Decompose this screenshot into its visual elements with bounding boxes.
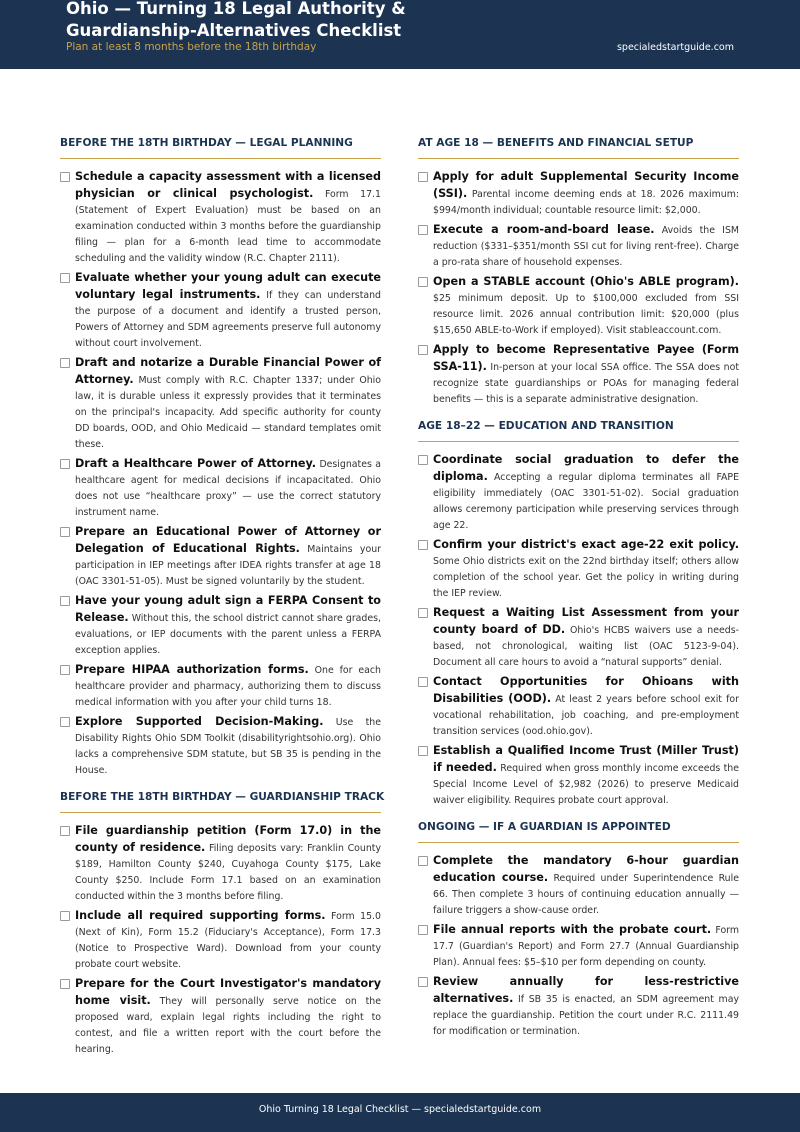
- checklist-item: [60, 524, 381, 590]
- checklist-item-lead: Have your young adult sign a FERPA Consent to Release.: [75, 594, 381, 624]
- checklist-item: [418, 222, 739, 271]
- section-title: BEFORE THE 18TH BIRTHDAY — GUARDIANSHIP TRACK: [60, 791, 381, 813]
- left-column: [60, 137, 385, 1061]
- footer-text: Ohio Turning 18 Legal Checklist — specialedstartguide.com: [258, 1104, 542, 1115]
- checkbox[interactable]: [60, 527, 70, 537]
- checklist-item-body: Without this, the school district cannot share grades, evaluations, or IEP documents with the parent unless a FERPA exception applies.: [75, 613, 382, 656]
- checklist-item-body: Form 15.0 (Next of Kin), Form 15.2 (Fiduciary's Acceptance), Form 17.3 (Notice to Prospective Ward). Download from your county probate court website.: [75, 911, 381, 970]
- checklist-item-text: [75, 823, 381, 905]
- checklist-item: [418, 605, 739, 671]
- checklist-item-body: Accepting a regular diploma terminates all FAPE eligibility immediately (OAC 3301-51-02). Social graduation allows ceremony participation while preserving services through age 22.: [433, 472, 740, 531]
- checklist-item-text: [433, 853, 739, 919]
- checklist-item: [418, 537, 739, 602]
- checklist-item-text: [433, 222, 739, 271]
- checkbox[interactable]: [418, 677, 428, 687]
- header-site-link[interactable]: specialedstartguide.com: [616, 42, 734, 53]
- checklist-item-body: Required when gross monthly income exceeds the Special Income Level of $2,982 (2026) to preserve Medicaid waiver eligibility. Requires probate court approval.: [433, 763, 740, 806]
- checkbox[interactable]: [60, 911, 70, 921]
- checklist-item-text: [433, 974, 739, 1040]
- checklist-item: [418, 853, 739, 919]
- checklist-item: [60, 908, 381, 973]
- section-guardianship-track: [60, 791, 385, 1058]
- checklist-item: [418, 674, 739, 740]
- checklist-item-body: $25 minimum deposit. Up to $100,000 excluded from SSI resource limit. 2026 annual contribution limit: $20,000 (plus $15,650 ABLE-to-Work if employed). Visit stableaccount.com.: [433, 293, 739, 336]
- section-title: BEFORE THE 18TH BIRTHDAY — LEGAL PLANNING: [60, 137, 381, 159]
- checklist-item-lead: Draft and notarize a Durable Financial Power of Attorney.: [75, 356, 381, 386]
- checklist-item-lead: Apply for adult Supplemental Security Income (SSI).: [433, 170, 739, 200]
- checklist-item-text: [75, 662, 381, 711]
- checklist-item-body: Use the Disability Rights Ohio SDM Toolkit (disabilityrightsohio.org). Ohio lacks a comprehensive SDM statute, but SB 35 is pending in the House.: [75, 717, 381, 776]
- checklist-item-lead: Prepare for the Court Investigator's mandatory home visit.: [75, 977, 381, 1007]
- checklist-item-text: [433, 169, 739, 219]
- checkbox[interactable]: [60, 717, 70, 727]
- checkbox[interactable]: [418, 345, 428, 355]
- page-footer: [0, 1093, 800, 1132]
- checklist-item-text: [75, 355, 381, 453]
- checklist-item-body: In-person at your local SSA office. The SSA does not recognize state guardianships or POAs for managing federal benefits — this is a separate administrative designation.: [433, 362, 740, 405]
- checklist-item-body: They will personally serve notice on the proposed ward, explain legal rights including the right to contest, and file a written report with the court before the hearing.: [75, 996, 381, 1055]
- checklist-item: [60, 976, 381, 1058]
- checklist-item: [418, 922, 739, 971]
- checklist-item: [418, 974, 739, 1040]
- checklist-item-text: [433, 674, 739, 740]
- checklist-item-lead: Draft a Healthcare Power of Attorney.: [75, 457, 317, 470]
- section-title: AGE 18–22 — EDUCATION AND TRANSITION: [418, 420, 739, 442]
- checkbox[interactable]: [418, 925, 428, 935]
- checklist-item: [418, 274, 739, 339]
- checklist-item: [60, 593, 381, 659]
- checkbox[interactable]: [418, 455, 428, 465]
- checklist-item-text: [75, 270, 381, 352]
- checklist-item-body: Avoids the ISM reduction ($331–$351/month SSI cut for living rent-free). Charge a pro-rata share of household expenses.: [433, 225, 739, 268]
- checklist-item-lead: Prepare HIPAA authorization forms.: [75, 663, 309, 676]
- section-title: ONGOING — IF A GUARDIAN IS APPOINTED: [418, 821, 739, 843]
- checklist-item-body: If they can understand the purpose of a document and identify a trusted person, Powers of Attorney and SDM agreements preserve full autonomy without court involvement.: [75, 290, 382, 349]
- checkbox[interactable]: [418, 540, 428, 550]
- checkbox[interactable]: [418, 608, 428, 618]
- checklist-item: [60, 714, 381, 779]
- checklist-item-lead: Schedule a capacity assessment with a licensed physician or clinical psychologist.: [75, 170, 381, 200]
- checklist-item-lead: Prepare an Educational Power of Attorney or Delegation of Educational Rights.: [75, 525, 381, 555]
- checklist-item-text: [433, 452, 739, 534]
- checklist-item-text: [75, 714, 381, 779]
- section-benefits: [418, 137, 739, 408]
- checkbox[interactable]: [60, 665, 70, 675]
- checklist-item-text: [75, 976, 381, 1058]
- checkbox[interactable]: [418, 172, 428, 182]
- checklist-item-lead: Establish a Qualified Income Trust (Miller Trust) if needed.: [433, 744, 739, 774]
- checklist-item-body: Parental income deeming ends at 18. 2026 maximum: $994/month individual; countable resource limit: $2,000.: [433, 189, 739, 216]
- checklist-item: [60, 662, 381, 711]
- checklist-item-lead: Complete the mandatory 6-hour guardian education course.: [433, 854, 739, 884]
- checklist-item-lead: Review annually for less-restrictive alternatives.: [433, 975, 739, 1005]
- checklist-item-text: [75, 593, 381, 659]
- checkbox[interactable]: [418, 977, 428, 987]
- checklist-item: [60, 270, 381, 352]
- checklist-item-text: [433, 537, 739, 602]
- section-ongoing: [418, 821, 739, 1040]
- checklist-item: [418, 169, 739, 219]
- checklist-item-lead: Contact Opportunities for Ohioans with Disabilities (OOD).: [433, 675, 739, 705]
- checklist-item-lead: Include all required supporting forms.: [75, 909, 326, 922]
- checklist-item-body: At least 2 years before school exit for vocational rehabilitation, job coaching, and pre-employment transition services (ood.ohio.gov).: [433, 694, 739, 737]
- document-subtitle: Plan at least 8 months before the 18th birthday: [66, 41, 317, 53]
- checklist-item-body: Form 17.7 (Guardian's Report) and Form 27.7 (Annual Guardianship Plan). Annual fees: $5–$10 per form depending on county.: [433, 925, 740, 968]
- checkbox[interactable]: [60, 979, 70, 989]
- checklist-item-lead: Coordinate social graduation to defer the diploma.: [433, 453, 739, 483]
- checklist-item-body: Required under Superintendence Rule 66. Then complete 3 hours of continuing education annually — failure triggers a show-cause order.: [433, 873, 740, 916]
- checklist-item-body: Form 17.1 (Statement of Expert Evaluation) must be based on an examination conducted within 3 months before the guardianship filing — plan for a 6-month lead time to accommodate scheduling and the validity window (R.C. Chapter 2111).: [75, 189, 381, 264]
- checklist-item-body: Maintains your participation in IEP meetings after IDEA rights transfer at age 18 (OAC 3301-51-05). Must be signed voluntarily by the student.: [75, 544, 381, 587]
- section-education: [418, 420, 739, 809]
- checklist-item-text: [75, 908, 381, 973]
- checklist-item-lead: Evaluate whether your young adult can execute voluntary legal instruments.: [75, 271, 381, 301]
- checklist-item-lead: Execute a room-and-board lease.: [433, 223, 655, 236]
- checklist-item-body: Must comply with R.C. Chapter 1337; under Ohio law, it is durable unless it expressly provides that it terminates on the principal's incapacity. Add specific authority for county DD boards, OOD, and Ohio Medicaid — standard templates omit these.: [75, 375, 381, 450]
- checklist-item-text: [433, 922, 739, 971]
- checkbox[interactable]: [418, 856, 428, 866]
- checklist-item: [418, 342, 739, 408]
- checklist-item-text: [433, 274, 739, 339]
- checklist-item-text: [75, 524, 381, 590]
- checklist-item-body: If SB 35 is enacted, an SDM agreement may replace the guardianship. Petition the court under R.C. 2111.49 for modification or termination.: [433, 994, 739, 1037]
- checkbox[interactable]: [60, 596, 70, 606]
- checklist-item-lead: File annual reports with the probate court.: [433, 923, 712, 936]
- checklist-item: [60, 169, 381, 267]
- checklist-item: [60, 355, 381, 453]
- checklist-item-text: [433, 342, 739, 408]
- checkbox[interactable]: [60, 273, 70, 283]
- checklist-item-text: [75, 456, 381, 521]
- checkbox[interactable]: [60, 459, 70, 469]
- checklist-item-body: Ohio's HCBS waivers use a needs-based, not chronological, waiting list (OAC 5123-9-04). Document all care hours to avoid a “natural supports” denial.: [433, 625, 739, 668]
- checkbox[interactable]: [418, 746, 428, 756]
- checklist-item-lead: Open a STABLE account (Ohio's ABLE program).: [433, 275, 739, 288]
- checklist-item-body: One for each healthcare provider and pharmacy, authorizing them to discuss medical information with you after your child turns 18.: [75, 665, 382, 708]
- checklist-item-body: Designates a healthcare agent for medical decisions if incapacitated. Ohio does not use “healthcare proxy” — use the correct statutory instrument name.: [75, 459, 382, 518]
- checklist-item-body: Some Ohio districts exit on the 22nd birthday itself; others allow completion of the school year. Get the policy in writing during the IEP review.: [433, 556, 739, 599]
- checklist-item: [60, 456, 381, 521]
- page-header: [0, 0, 800, 69]
- document-title: Ohio — Turning 18 Legal Authority & Guardianship-Alternatives Checklist: [66, 0, 406, 40]
- checklist-item-lead: Request a Waiting List Assessment from your county board of DD.: [433, 606, 739, 636]
- checklist-item-lead: Explore Supported Decision-Making.: [75, 715, 324, 728]
- checklist-item-lead: File guardianship petition (Form 17.0) in the county of residence.: [75, 824, 381, 854]
- section-legal-planning: [60, 137, 381, 779]
- checkbox[interactable]: [60, 358, 70, 368]
- checkbox[interactable]: [418, 225, 428, 235]
- checklist-item-text: [75, 169, 381, 267]
- checklist-item-lead: Confirm your district's exact age-22 exit policy.: [433, 538, 739, 551]
- checklist-item-text: [433, 605, 739, 671]
- checkbox[interactable]: [60, 172, 70, 182]
- checklist-item: [418, 743, 739, 809]
- checklist-item-text: [433, 743, 739, 809]
- checkbox[interactable]: [418, 277, 428, 287]
- checklist-item: [60, 823, 381, 905]
- checklist-item: [418, 452, 739, 534]
- checklist-item-body: Filing deposits vary: Franklin County $189, Hamilton County $240, Cuyahoga County $175, Lake County $250. Include Form 17.1 based on an examination conducted within the 3 months before filing.: [75, 843, 382, 902]
- checklist-item-lead: Apply to become Representative Payee (Form SSA-11).: [433, 343, 739, 373]
- section-title: AT AGE 18 — BENEFITS AND FINANCIAL SETUP: [418, 137, 739, 159]
- right-column: [418, 137, 739, 1043]
- checkbox[interactable]: [60, 826, 70, 836]
